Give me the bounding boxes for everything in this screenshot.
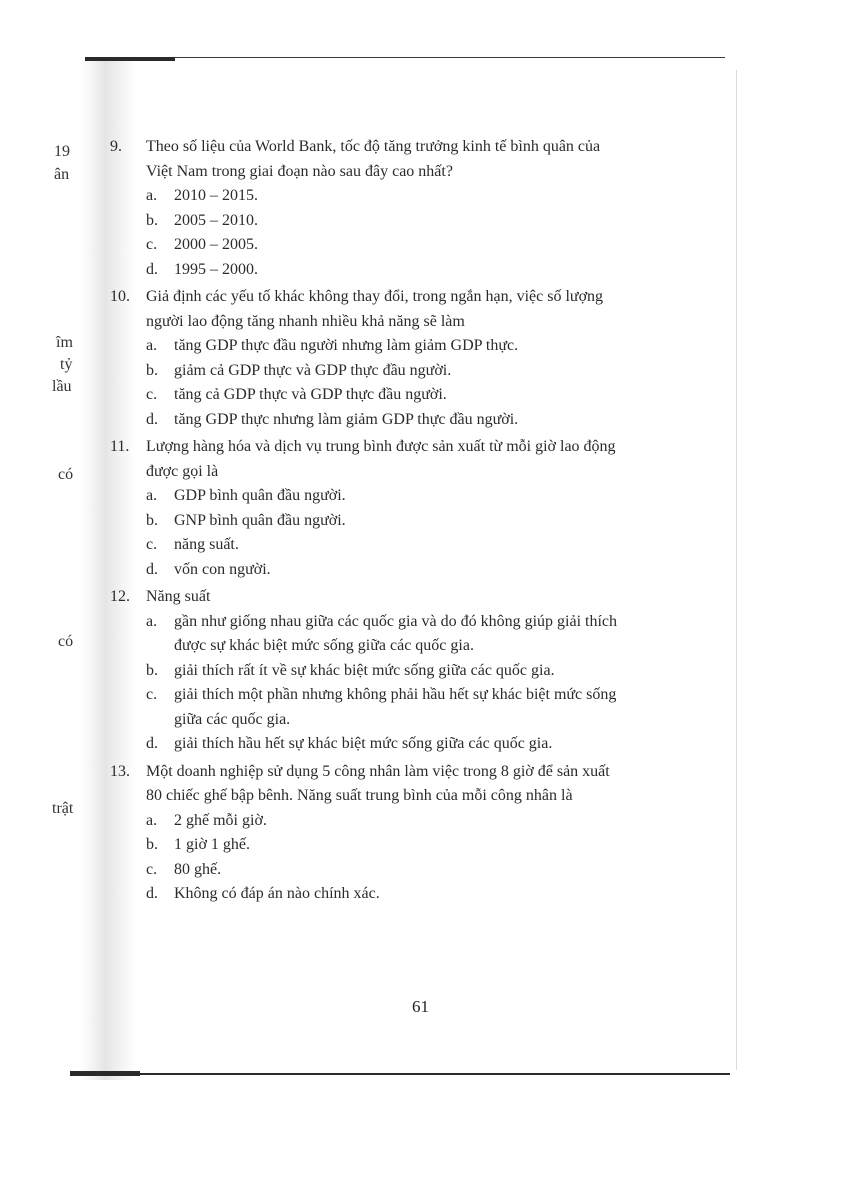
top-rule <box>85 57 725 58</box>
option-key: b. <box>146 511 158 529</box>
answer-option <box>110 610 690 635</box>
option-text: giữa các quốc gia. <box>174 710 291 728</box>
question-text: Giả định các yếu tố khác không thay đổi, trong ngắn hạn, việc số lượng <box>146 288 604 305</box>
option-text: giải thích rất ít về sự khác biệt mức sống giữa các quốc gia. <box>174 661 555 679</box>
answer-option <box>110 882 690 907</box>
option-key: d. <box>146 410 158 428</box>
answer-option <box>110 732 690 757</box>
answer-option <box>110 209 690 234</box>
option-key: a. <box>146 337 158 354</box>
margin-note: trật <box>52 800 74 817</box>
option-text: giải thích hầu hết sự khác biệt mức sống giữa các quốc gia. <box>174 735 553 752</box>
option-text: giải thích một phần nhưng không phải hầu hết sự khác biệt mức sống <box>174 686 617 703</box>
answer-option <box>110 809 690 834</box>
option-key: a. <box>146 811 158 829</box>
option-key: a. <box>146 487 158 504</box>
question-text: 80 chiếc ghế bập bênh. Năng suất trung bình của mỗi công nhân là <box>146 787 573 804</box>
margin-note: có <box>58 466 74 483</box>
margin-note: có <box>58 633 74 650</box>
option-text: GDP bình quân đầu người. <box>174 487 346 504</box>
question-text: được gọi là <box>146 462 219 480</box>
answer-option <box>110 833 690 858</box>
question-text: Việt Nam trong giai đoạn nào sau đây cao nhất? <box>146 162 453 180</box>
question-spacer <box>110 907 690 910</box>
option-text: 80 ghế. <box>174 860 222 878</box>
margin-note: tỷ <box>60 356 73 373</box>
answer-option <box>110 558 690 583</box>
answer-option <box>110 233 690 258</box>
option-text: 1995 – 2000. <box>174 260 258 278</box>
page-number: 61 <box>412 997 429 1016</box>
option-text: được sự khác biệt mức sống giữa các quốc gia. <box>174 637 474 654</box>
bottom-rule <box>70 1073 730 1075</box>
option-text: vốn con người. <box>174 560 271 578</box>
answer-option <box>110 258 690 283</box>
question-text: Theo số liệu của World Bank, tốc độ tăng trưởng kinh tế bình quân của <box>146 138 601 155</box>
question-item <box>110 585 690 760</box>
answer-option <box>110 383 690 408</box>
question-item <box>110 285 690 435</box>
answer-option <box>110 408 690 433</box>
margin-note: 19 <box>54 143 70 160</box>
question-text: Một doanh nghiệp sử dụng 5 công nhân làm việc trong 8 giờ để sản xuất <box>146 762 610 780</box>
option-key: c. <box>146 686 158 703</box>
question-text: Lượng hàng hóa và dịch vụ trung bình được sản xuất từ mỗi giờ lao động <box>146 438 616 455</box>
option-key: a. <box>146 612 158 630</box>
option-text: 2005 – 2010. <box>174 211 258 229</box>
option-text: GNP bình quân đầu người. <box>174 511 346 529</box>
answer-option <box>110 533 690 558</box>
option-text: 2 ghế mỗi giờ. <box>174 811 267 829</box>
option-text: gần như giống nhau giữa các quốc gia và do đó không giúp giải thích <box>174 612 618 630</box>
answer-option <box>110 683 690 708</box>
option-key: a. <box>146 187 158 204</box>
option-key: c. <box>146 536 158 553</box>
question-number: 13. <box>110 762 130 780</box>
option-key: d. <box>146 885 158 902</box>
question-text: Năng suất <box>146 588 211 605</box>
question-number: 11. <box>110 438 130 455</box>
answer-option <box>110 359 690 384</box>
option-text: tăng GDP thực nhưng làm giảm GDP thực đầu người. <box>174 410 519 428</box>
option-text: 2010 – 2015. <box>174 187 258 204</box>
answer-option <box>110 184 690 209</box>
question-item <box>110 435 690 585</box>
question-item <box>110 135 690 285</box>
option-key: c. <box>146 386 158 403</box>
option-key: b. <box>146 361 158 379</box>
page-edge <box>736 70 737 1070</box>
question-number: 10. <box>110 288 130 305</box>
option-key: b. <box>146 661 158 679</box>
option-text: giảm cả GDP thực và GDP thực đầu người. <box>174 361 452 379</box>
option-text: tăng GDP thực đầu người nhưng làm giảm GDP thực. <box>174 337 519 354</box>
margin-note: ân <box>54 166 70 183</box>
option-text: 1 giờ 1 ghế. <box>174 836 251 853</box>
answer-option <box>110 334 690 359</box>
bottom-rule-accent <box>70 1071 140 1076</box>
question-list <box>110 135 690 910</box>
option-key: d. <box>146 560 158 578</box>
option-key: c. <box>146 236 158 253</box>
option-text: tăng cả GDP thực và GDP thực đầu người. <box>174 386 447 403</box>
option-key: b. <box>146 211 158 229</box>
question-item <box>110 760 690 910</box>
option-text: 2000 – 2005. <box>174 236 258 253</box>
question-number: 12. <box>110 588 130 605</box>
option-key: c. <box>146 860 158 878</box>
option-key: d. <box>146 735 158 752</box>
answer-option <box>110 509 690 534</box>
answer-option <box>110 484 690 509</box>
option-key: b. <box>146 836 158 853</box>
option-text: Không có đáp án nào chính xác. <box>174 885 380 902</box>
answer-option <box>110 659 690 684</box>
question-number: 9. <box>110 138 122 155</box>
top-rule-accent <box>85 57 175 61</box>
question-text: người lao động tăng nhanh nhiều khả năng sẽ làm <box>146 312 465 330</box>
margin-note: îm <box>56 334 73 351</box>
option-key: d. <box>146 260 158 278</box>
option-text: năng suất. <box>174 536 239 553</box>
answer-option <box>110 858 690 883</box>
margin-note: lầu <box>52 378 72 395</box>
